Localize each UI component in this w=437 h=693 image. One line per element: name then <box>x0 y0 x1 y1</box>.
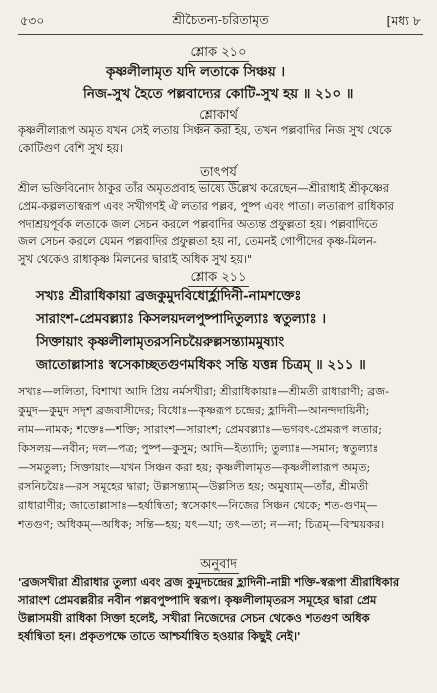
verse-210-meaning <box>18 122 424 158</box>
purport-line: জল সেচন করলে যেমন পল্লবাদির প্রফুল্লতা হয় না, তেমনই গোপীদের কৃষ্ণ-মিলন- <box>18 235 377 249</box>
section-marker: [মধ্য ৮ <box>386 13 421 28</box>
gloss-line: শতগুণ; অধিকম্—অধিক; সন্তি—হয়; যৎ—যা; তৎ—তা; ন—না; চিত্রম্—বিস্ময়কর। <box>18 518 385 531</box>
purport-line: পদাশ্রয়পূর্বক লতাকে জল সেচন করলে পল্লবাদির অত্যন্ত প্রফুল্লতা হয়। পল্লবাদিতে <box>18 217 378 231</box>
gloss-line: —সমতুল্য; সিক্তায়াং—যখন সিঞ্চন করা হয়; কৃষ্ণলীলামৃত—কৃষ্ণলীলারূপ অমৃত; <box>18 461 371 474</box>
verse-210-purport <box>18 180 424 269</box>
verse-211-line-2: সারাংশ-প্রেমবল্ল্যাঃ কিসলয়দলপুষ্পাদিতুল্যাঃ স্বতুল্যাঃ । <box>36 311 327 327</box>
purport-line: সুখ থেকেও রাধাকৃষ্ণ মিলনের দ্বারাই অধিক সুখ হয়।" <box>18 253 253 267</box>
gloss-line: রাধারাণীর; জাতোল্লাসাঃ—হর্ষান্বিতা; স্বসেকাৎ—নিজের সিঞ্চন থেকে; শত-গুণম্— <box>18 499 378 512</box>
running-title: শ্রীচৈতন্য-চরিতামৃত <box>172 12 269 27</box>
translation-line: হর্ষান্বিতা হন। প্রকৃতপক্ষে তাতে আশ্চর্যান্বিত হওয়ার কিছুই নেই।' <box>18 629 301 643</box>
translation-line: উল্লাসময়ী রাধিকা সিক্তা হলেই, সখীরা নিজেদের সেচন থেকেও শতগুণ অধিক <box>18 611 370 625</box>
gloss-line: কিসলয়—নবীন; দল—পত্র; পুষ্প—কুসুম; আদি—ইত্যাদি; তুল্যাঃ—সমান; স্বতুল্যাঃ <box>18 442 379 455</box>
verse-211-translation <box>18 573 424 645</box>
gloss-line: নাম—নামক; শক্তেঃ—শক্তি; সারাংশ—সারাংশ; প্রেমবল্ল্যাঃ—ভগবৎ-প্রেমরূপ লতার; <box>18 423 383 436</box>
verse-210-line-2: নিজ-সুখ হৈতে পল্লবাদ্যের কোটি-সুখ হয় ॥ ২১০ ॥ <box>83 86 354 102</box>
verse-211-line-1: সখ্যঃ শ্রীরাধিকায়া ব্রজকুমুদবিধোর্হ্লাদিনী-নামশক্তেঃ <box>36 288 302 304</box>
verse-210-heading: শ্লোক ২১০ <box>190 45 247 60</box>
translation-line: সারাংশ প্রেমবল্লরীর নবীন পল্লবপুষ্পাদি স্বরূপ। কৃষ্ণলীলামৃতরস সমূহের দ্বারা প্রেম <box>18 593 377 607</box>
meaning-line: কোটিগুণ বেশি সুখ হয়। <box>18 141 124 155</box>
gloss-line: সখ্যঃ—ললিতা, বিশাখা আদি প্রিয় নর্মসখীরা; শ্রীরাধিকায়াঃ—শ্রীমতী রাধারাণী; ব্রজ- <box>18 385 390 398</box>
purport-line: শ্রীল ভক্তিবিনোদ ঠাকুর তাঁর অমৃতপ্রবাহ ভাষ্যে উল্লেখ করেছেন—শ্রীরাধাই শ্রীকৃষ্ণের <box>18 182 389 195</box>
translation-line: 'ব্রজসখীরা শ্রীরাধার তুল্যা এবং ব্রজ কুমুদচন্দ্রের হ্লাদিনী-নাম্নী শক্তি-স্বরূপা শ্রীরাধিকার <box>18 575 400 589</box>
gloss-line: কুমুদ—কুমুদ সদৃশ ব্রজবাসীদের; বিধোঃ—কৃষ্ণরূপ চন্দ্রের; হ্লাদিনী—আনন্দদায়িনী; <box>18 404 370 417</box>
verse-211-word-meanings <box>18 382 424 534</box>
verse-211-line-4: জাতোল্লাসাঃ স্বসেকাচ্ছতগুণমধিকং সন্তি যত্তন্ন চিত্রম্‌ ॥ ২১১ ॥ <box>36 357 366 373</box>
verse-210-meaning-heading: শ্লোকার্থ <box>199 108 238 123</box>
verse-210-purport-heading: তাৎপর্য <box>200 165 237 180</box>
purport-line: প্রেম-কল্পলতাস্বরূপ এবং সখীগণই ঐ লতার পল্লব, পুষ্প এবং পাতা। লতারূপ রাধিকার <box>18 199 394 213</box>
verse-211-heading: শ্লোক ২১১ <box>190 270 247 285</box>
verse-211-line-3: সিক্তায়াং কৃষ্ণলীলামৃতরসনিচয়ৈরুল্লসন্ত্যামমুষ্যাং <box>36 334 285 350</box>
verse-211-translation-heading: অনুবাদ <box>200 557 237 572</box>
page-header <box>18 8 423 35</box>
verse-210-line-1: কৃষ্ণলীলামৃত যদি লতাকে সিঞ্চয় । <box>106 64 286 80</box>
meaning-line: কৃষ্ণলীলারূপ অমৃত যখন সেই লতায় সিঞ্চন করা হয়, তখন পল্লবাদির নিজ সুখ থেকে <box>18 124 392 137</box>
gloss-line: রসনিচয়ৈঃ—রস সমূহের দ্বারা; উল্লসন্ত্যাম্—উল্লসিত হয়; অমুষ্যাম্—তাঁর, শ্রীমতী <box>18 480 369 493</box>
page-number: ৫৩০ <box>20 13 45 28</box>
